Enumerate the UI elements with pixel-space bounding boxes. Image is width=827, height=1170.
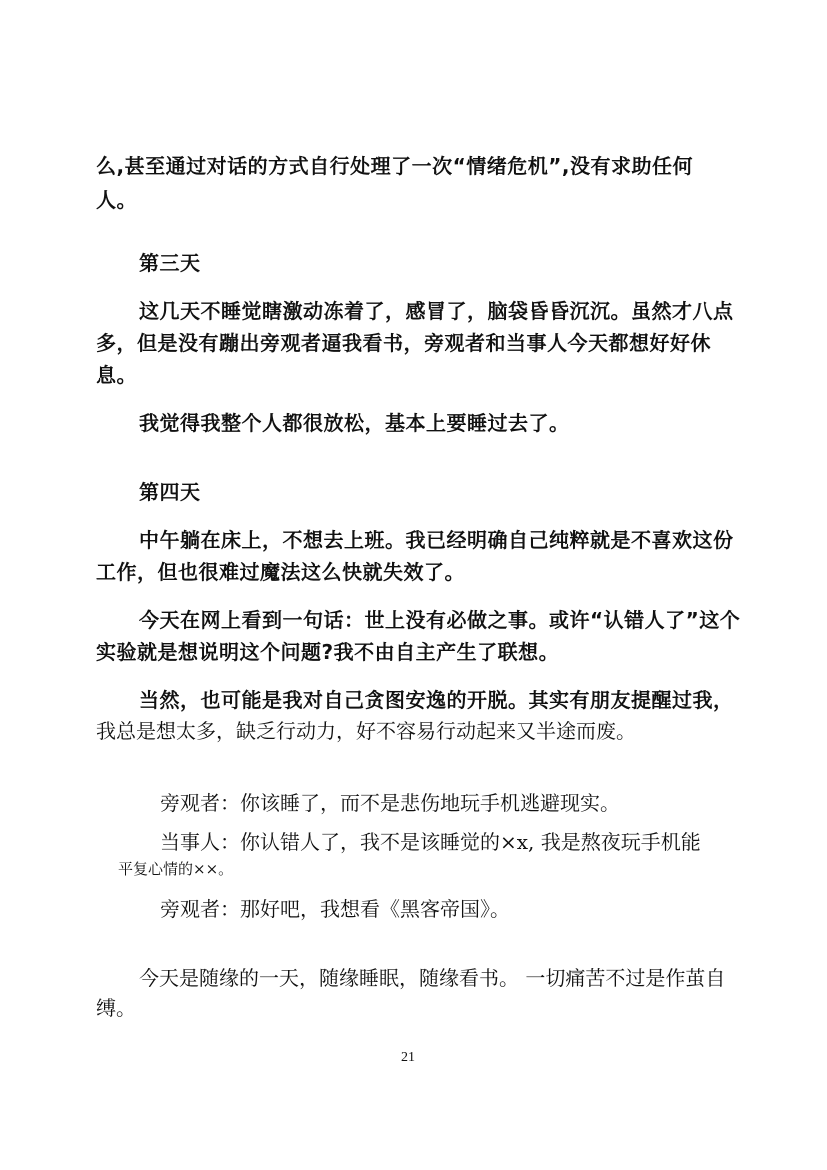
paragraph-line: 当然，也可能是我对自己贪图安逸的开脱。其实有朋友提醒过我， <box>139 688 734 712</box>
dialogue-line: 平复心情的××。 <box>118 860 234 878</box>
paragraph-line: 实验就是想说明这个问题?我不由自主产生了联想。 <box>96 640 560 664</box>
paragraph-line: 今天在网上看到一句话：世上没有必做之事。或许“认错人了”这个 <box>139 608 741 632</box>
paragraph-line: 息。 <box>96 363 137 387</box>
section-heading-day3: 第三天 <box>139 251 201 275</box>
paragraph-line: 人。 <box>96 188 137 212</box>
paragraph-line: 多，但是没有蹦出旁观者逼我看书，旁观者和当事人今天都想好好休 <box>96 331 711 355</box>
paragraph-line: 工作，但也很难过魔法这么快就失效了。 <box>96 560 465 584</box>
paragraph-line: 么,甚至通过对话的方式自行处理了一次“情绪危机”,没有求助任何 <box>96 154 693 178</box>
page-number: 21 <box>401 1050 415 1065</box>
paragraph-line: 中午躺在床上，不想去上班。我已经明确自己纯粹就是不喜欢这份 <box>139 528 734 552</box>
paragraph-line: 这几天不睡觉瞎激动冻着了，感冒了，脑袋昏昏沉沉。虽然才八点 <box>139 299 734 323</box>
dialogue-line: 当事人：你认错人了，我不是该睡觉的×x, 我是熬夜玩手机能 <box>160 830 701 854</box>
paragraph-line: 我觉得我整个人都很放松，基本上要睡过去了。 <box>139 411 570 435</box>
paragraph-line: 今天是随缘的一天，随缘睡眠，随缘看书。 一切痛苦不过是作茧自 <box>139 966 726 990</box>
paragraph-line: 缚。 <box>96 996 136 1020</box>
paragraph-line: 我总是想太多，缺乏行动力，好不容易行动起来又半途而废。 <box>96 719 636 743</box>
section-heading-day4: 第四天 <box>139 480 201 504</box>
dialogue-line: 旁观者：那好吧，我想看《黑客帝国》。 <box>160 897 510 921</box>
dialogue-line: 旁观者：你该睡了，而不是悲伤地玩手机逃避现实。 <box>160 791 620 815</box>
